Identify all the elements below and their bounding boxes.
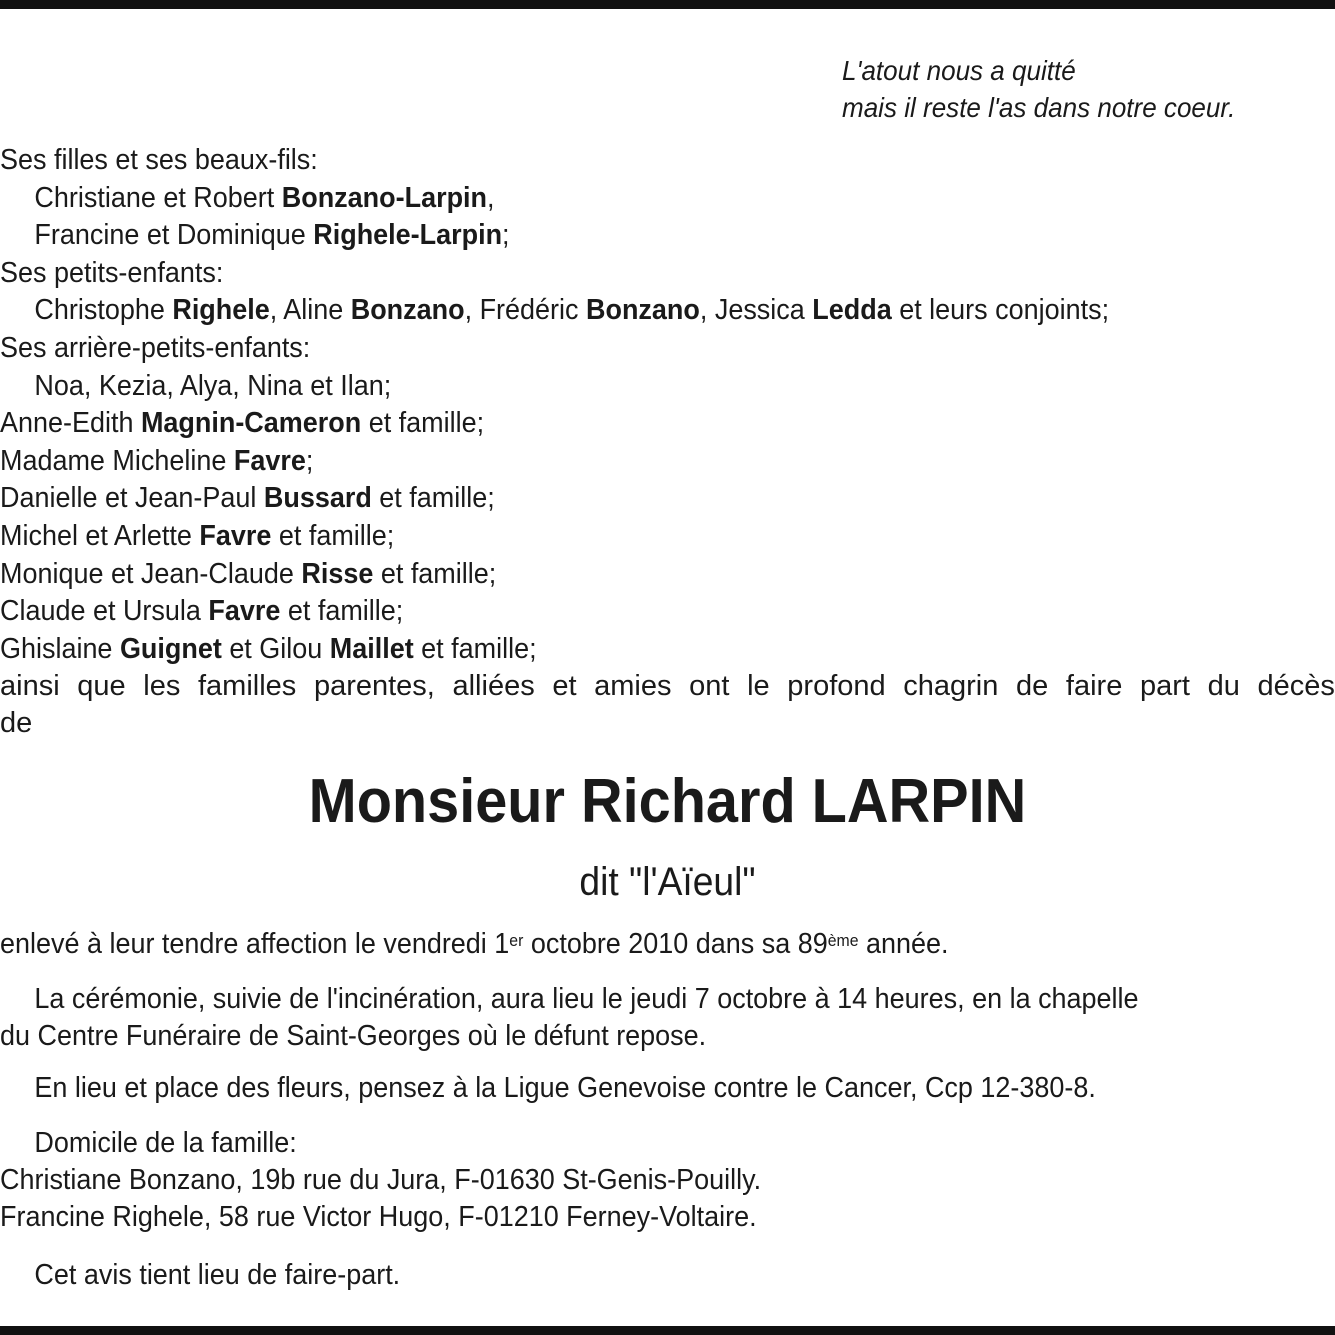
death-notice: enlevé à leur tendre affection le vendredi 1er octobre 2010 dans sa 89ème année. [0, 928, 949, 960]
ceremony-paragraph [0, 981, 1335, 1055]
domicile-address-2: Francine Righele, 58 rue Victor Hugo, F-01210 Ferney-Voltaire. [0, 1201, 757, 1233]
bottom-border-rule [0, 1326, 1335, 1335]
flowers-paragraph: En lieu et place des fleurs, pensez à la Ligue Genevoise contre le Cancer, Ccp 12-380-8. [34, 1072, 1096, 1104]
relative-4: Michel et Arlette Favre et famille; [0, 519, 395, 552]
top-border-rule [0, 0, 1335, 9]
deceased-name: Monsieur Richard LARPIN [308, 767, 1027, 836]
domicile-paragraph [0, 1125, 1335, 1236]
daughter-2: Francine et Dominique Righele-Larpin; [34, 219, 510, 252]
relative-2: Madame Micheline Favre; [0, 444, 314, 477]
great-grandchildren-heading: Ses arrière-petits-enfants: [0, 331, 311, 364]
relative-5: Monique et Jean-Claude Risse et famille; [0, 557, 497, 590]
announcement [0, 668, 1335, 742]
epigraph-line-1: L'atout nous a quitté [842, 55, 1076, 86]
closing-note: Cet avis tient lieu de faire-part. [34, 1259, 401, 1291]
domicile-heading: Domicile de la famille: [34, 1127, 297, 1159]
ceremony-line-1: La cérémonie, suivie de l'incinération, aura lieu le jeudi 7 octobre à 14 heures, en la chapelle [34, 983, 1139, 1015]
domicile-address-1: Christiane Bonzano, 19b rue du Jura, F-01630 St-Genis-Pouilly. [0, 1164, 762, 1196]
ceremony-line-2: du Centre Funéraire de Saint-Georges où le défunt repose. [0, 1020, 707, 1052]
announcement-line-1: ainsi que les familles parentes, alliées et amies ont le profond chagrin de faire part du décès [0, 670, 1335, 702]
relative-6: Claude et Ursula Favre et famille; [0, 595, 404, 628]
deceased-nickname: dit "l'Aïeul" [579, 860, 756, 904]
daughter-1: Christiane et Robert Bonzano-Larpin, [34, 181, 495, 214]
grandchildren-list: Christophe Righele, Aline Bonzano, Frédéric Bonzano, Jessica Ledda et leurs conjoints; [34, 294, 1110, 327]
grandchildren-heading: Ses petits-enfants: [0, 256, 224, 289]
great-grandchildren-list: Noa, Kezia, Alya, Nina et Ilan; [34, 369, 392, 402]
epigraph [842, 52, 1235, 126]
announcement-line-2: de [0, 707, 33, 739]
relative-3: Danielle et Jean-Paul Bussard et famille; [0, 482, 495, 515]
epigraph-line-2: mais il reste l'as dans notre coeur. [842, 92, 1236, 123]
relative-7: Ghislaine Guignet et Gilou Maillet et famille; [0, 632, 537, 665]
relative-1: Anne-Edith Magnin-Cameron et famille; [0, 407, 485, 440]
family-list [0, 142, 1335, 668]
daughters-heading: Ses filles et ses beaux-fils: [0, 144, 318, 176]
